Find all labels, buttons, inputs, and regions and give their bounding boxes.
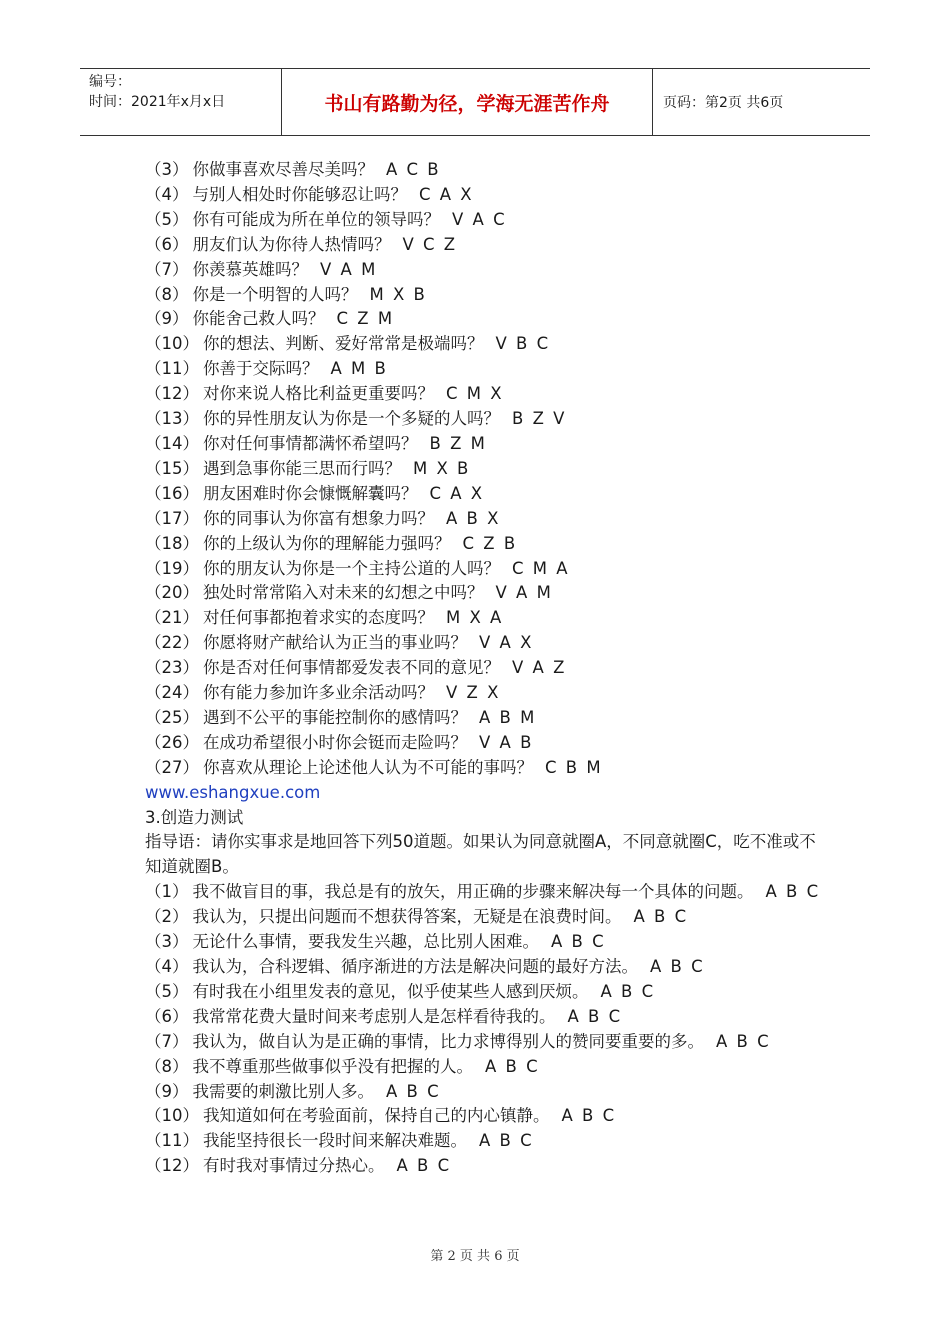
question-item [145,457,825,482]
answer-options: A B M [479,707,537,727]
question-number: （9） [145,309,189,329]
page-header [80,68,870,136]
question-number: （18） [145,533,199,553]
question-number: （12） [145,384,199,404]
question-number: （24） [145,683,199,703]
question-item [145,1129,825,1154]
answer-options: A B C [633,907,689,927]
question-text: 有时我在小组里发表的意见，似乎使某些人感到厌烦。 [192,981,589,1001]
header-meta [80,69,281,135]
question-item [145,731,825,756]
question-item [145,581,825,606]
question-number: （1） [145,882,189,902]
question-item [145,905,825,930]
question-text: 你是否对任何事情都爱发表不同的意见？ [203,658,500,678]
answer-options: A B C [551,932,606,952]
question-number: （21） [145,608,199,628]
question-item [145,532,825,557]
document-body [145,158,825,1179]
question-text: 你对任何事情都满怀希望吗？ [203,433,418,453]
question-item [145,283,825,308]
answer-options: A C B [386,160,441,179]
instruction-text: 指导语：请你实事求是地回答下列50道题。如果认为同意就圈A，不同意就圈C，吃不准或不知道就圈B。 [145,832,816,877]
question-number: （3） [145,932,189,952]
question-item [145,880,825,905]
question-item [145,432,825,457]
question-text: 我不做盲目的事，我总是有的放矢，用正确的步骤来解决每一个具体的问题。 [192,882,754,902]
question-number: （26） [145,732,199,752]
question-number: （2） [145,907,189,927]
answer-options: V A M [495,583,553,603]
question-text: 对你来说人格比利益更重要吗？ [203,384,434,404]
question-text: 你的异性朋友认为你是一个多疑的人吗？ [203,409,500,429]
answer-options: A B C [567,1006,623,1026]
question-item [145,955,825,980]
question-text: 你能舍己救人吗？ [192,309,325,329]
question-text: 朋友们认为你待人热情吗？ [192,234,391,254]
answer-options: V B C [495,334,551,354]
section-questions-1 [145,158,825,781]
question-number: （15） [145,458,199,478]
section-questions-2 [145,880,825,1179]
question-number: （23） [145,658,199,678]
question-item [145,507,825,532]
answer-options: V Z X [446,683,501,703]
question-number: （22） [145,633,199,653]
answer-options: C Z M [336,309,395,329]
question-text: 你的同事认为你富有想象力吗？ [203,508,434,528]
question-number: （5） [145,209,189,229]
question-text: 你喜欢从理论上论述他人认为不可能的事吗？ [203,757,533,777]
answer-options: C Z B [462,533,518,553]
answer-options: B Z V [512,409,567,429]
question-number: （4） [145,957,189,976]
question-item [145,681,825,706]
question-text: 我常常花费大量时间来考虑别人是怎样看待我的。 [192,1006,556,1026]
question-number: （10） [145,334,199,354]
question-number: （10） [145,1106,199,1126]
question-text: 你的上级认为你的理解能力强吗？ [203,533,451,553]
question-text: 你是一个明智的人吗？ [192,284,358,304]
question-item [145,756,825,781]
answer-options: A B C [485,1056,540,1076]
header-page-label: 页码：第2页 共6页 [663,95,784,111]
question-item [145,233,825,258]
question-number: （8） [145,1056,189,1076]
answer-options: A M B [330,359,388,379]
question-item [145,980,825,1005]
question-item [145,208,825,233]
question-number: （16） [145,483,199,503]
question-item [145,307,825,332]
question-number: （3） [145,160,189,179]
question-text: 我认为，合科逻辑、循序渐进的方法是解决问题的最好方法。 [192,957,638,976]
question-text: 我认为，只提出问题而不想获得答案，无疑是在浪费时间。 [192,907,622,927]
question-number: （12） [145,1156,199,1176]
answer-options: B Z M [429,433,487,453]
answer-options: A B C [396,1156,452,1176]
question-number: （6） [145,1006,189,1026]
question-number: （20） [145,583,199,603]
question-item [145,631,825,656]
question-text: 你羡慕英雄吗？ [192,259,308,279]
website-link[interactable]: www.eshangxue.com [145,782,321,802]
question-text: 你有可能成为所在单位的领导吗？ [192,209,440,229]
answer-options: A B X [446,508,501,528]
question-number: （13） [145,409,199,429]
answer-options: C M X [446,384,504,404]
question-number: （11） [145,359,199,379]
question-text: 你的朋友认为你是一个主持公道的人吗？ [203,558,500,578]
answer-options: V A C [452,209,507,229]
question-number: （6） [145,234,189,254]
answer-options: M X B [369,284,427,304]
question-item [145,930,825,955]
question-text: 在成功希望很小时你会铤而走险吗？ [203,732,467,752]
time-label: 时间：2021年x月x日 [89,94,226,110]
question-text: 遇到不公平的事能控制你的感情吗？ [203,707,467,727]
question-text: 对任何事都抱着求实的态度吗？ [203,608,434,628]
question-text: 我认为，做自认为是正确的事情，比力求博得别人的赞同要重要的多。 [192,1031,704,1051]
question-item [145,1030,825,1055]
question-item [145,382,825,407]
question-number: （7） [145,1031,189,1051]
page-footer: 第 2 页 共 6 页 [430,1249,520,1264]
question-item [145,482,825,507]
question-item [145,706,825,731]
question-text: 独处时常常陷入对未来的幻想之中吗？ [203,583,484,603]
answer-options: V C Z [402,234,458,254]
answer-options: A B C [479,1131,534,1151]
question-text: 你做事喜欢尽善尽美吗？ [192,160,374,179]
question-number: （17） [145,508,199,528]
answer-options: A B C [561,1106,617,1126]
answer-options: C A X [429,483,485,503]
answer-options: A B C [650,957,705,976]
question-text: 与别人相处时你能够忍让吗？ [192,184,407,204]
answer-options: V A Z [512,658,567,678]
question-number: （19） [145,558,199,578]
question-text: 我知道如何在考验面前，保持自己的内心镇静。 [203,1106,550,1126]
question-item [145,332,825,357]
question-item [145,1080,825,1105]
question-text: 有时我对事情过分热心。 [203,1156,385,1176]
answer-options: C A X [419,184,474,204]
question-text: 我需要的刺激比别人多。 [192,1081,374,1101]
question-number: （11） [145,1131,199,1151]
question-text: 我能坚持很长一段时间来解决难题。 [203,1131,467,1151]
question-item [145,258,825,283]
question-text: 你愿将财产献给认为正当的事业吗？ [203,633,467,653]
answer-options: V A M [320,259,378,279]
question-number: （7） [145,259,189,279]
section-title: 3.创造力测试 [145,807,244,827]
answer-options: V A X [479,633,534,653]
question-text: 我不尊重那些做事似乎没有把握的人。 [192,1056,473,1076]
question-number: （14） [145,433,199,453]
question-text: 你善于交际吗？ [203,359,319,379]
question-text: 遇到急事你能三思而行吗？ [203,458,401,478]
header-motto: 书山有路勤为径，学海无涯苦作舟 [281,69,653,135]
question-item [145,407,825,432]
question-item [145,557,825,582]
question-number: （8） [145,284,189,304]
question-item [145,1055,825,1080]
answer-options: M X A [446,608,504,628]
question-item [145,1154,825,1179]
question-item [145,1005,825,1030]
question-item [145,357,825,382]
code-label: 编号： [89,74,131,90]
question-item [145,1104,825,1129]
question-number: （5） [145,981,189,1001]
answer-options: A B C [600,981,656,1001]
question-text: 你的想法、判断、爱好常常是极端吗？ [203,334,484,354]
answer-options: V A B [479,732,534,752]
question-number: （4） [145,184,189,204]
question-text: 无论什么事情，要我发生兴趣，总比别人困难。 [192,932,539,952]
answer-options: A B C [716,1031,771,1051]
question-text: 朋友困难时你会慷慨解囊吗？ [203,483,418,503]
question-number: （25） [145,707,199,727]
question-number: （27） [145,757,199,777]
question-number: （9） [145,1081,189,1101]
answer-options: M X B [413,458,471,478]
question-text: 你有能力参加许多业余活动吗？ [203,683,434,703]
answer-options: C B M [545,757,603,777]
answer-options: A B C [765,882,821,902]
question-item [145,656,825,681]
question-item [145,183,825,208]
answer-options: A B C [386,1081,441,1101]
question-item [145,606,825,631]
question-item [145,158,825,183]
answer-options: C M A [512,558,570,578]
